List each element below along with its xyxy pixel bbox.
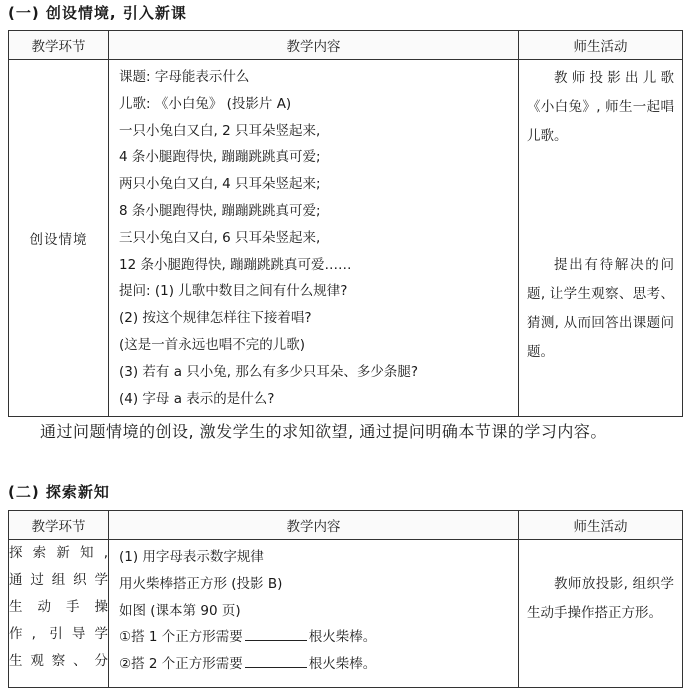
fill-in-line (119, 651, 514, 678)
activity-text: 教师放投影, 组织学生动手操作搭正方形。 (527, 576, 674, 621)
activity-cell (519, 540, 683, 688)
table-row (9, 540, 683, 688)
header-content: 教学内容 (109, 31, 519, 60)
content-line: (3) 若有 a 只小兔, 那么有多少只耳朵、多少条腿? (119, 363, 419, 380)
answer-blank[interactable] (245, 653, 307, 668)
content-line: 8 条小腿跑得快, 蹦蹦跳跳真可爱; (119, 202, 321, 219)
content-line: (这是一首永远也唱不完的儿歌) (119, 336, 306, 353)
content-line: 4 条小腿跑得快, 蹦蹦跳跳真可爱; (119, 149, 321, 166)
stage-line: 通过组织学 (9, 572, 108, 588)
fill-text: ②搭 2 个正方形需要 (119, 656, 243, 673)
header-stage: 教学环节 (9, 511, 109, 540)
content-line: (4) 字母 a 表示的是什么? (119, 390, 275, 407)
content-line: 儿歌: 《小白兔》 (投影片 A) (119, 95, 292, 112)
content-line: 如图 (课本第 90 页) (119, 602, 241, 619)
stage-line: 作, 引导学 (9, 626, 108, 642)
header-content: 教学内容 (109, 511, 519, 540)
stage-cell: 创设情境 (9, 60, 109, 417)
content-cell (109, 60, 519, 417)
content-line: 提问: (1) 儿歌中数目之间有什么规律? (119, 283, 348, 300)
content-line: 用火柴棒搭正方形 (投影 B) (119, 575, 283, 592)
section-2-title: (二) 探索新知 (8, 483, 110, 501)
header-activity: 师生活动 (519, 31, 683, 60)
summary-paragraph: 通过问题情境的创设, 激发学生的求知欲望, 通过提问明确本节课的学习内容。 (40, 422, 607, 441)
header-stage: 教学环节 (9, 31, 109, 60)
content-line: 课题: 字母能表示什么 (119, 69, 250, 85)
stage-line: 探索新知, (9, 545, 108, 561)
stage-cell (9, 540, 109, 688)
activity-cell (519, 60, 683, 417)
stage-line: 生观察、分 (9, 653, 108, 669)
content-line: 12 条小腿跑得快, 蹦蹦跳跳真可爱…… (119, 256, 352, 273)
lesson-table-1 (8, 30, 683, 417)
content-line: (2) 按这个规律怎样往下接着唱? (119, 310, 312, 327)
content-line: 一只小兔白又白, 2 只耳朵竖起来, (119, 122, 321, 139)
table-header-row (9, 511, 683, 540)
fill-text: 根火柴棒。 (308, 656, 377, 673)
lesson-table-2 (8, 510, 683, 688)
fill-text: ①搭 1 个正方形需要 (119, 629, 243, 646)
content-line: 两只小兔白又白, 4 只耳朵竖起来; (119, 176, 321, 193)
answer-blank[interactable] (245, 626, 307, 641)
activity-text: 提出有待解决的问题, 让学生观察、思考、猜测, 从而回答出课题问题。 (527, 257, 674, 360)
table-header-row (9, 31, 683, 60)
fill-text: 根火柴棒。 (308, 629, 377, 646)
activity-text: 教师投影出儿歌《小白兔》, 师生一起唱儿歌。 (527, 70, 674, 144)
header-activity: 师生活动 (519, 511, 683, 540)
table-row (9, 60, 683, 417)
content-cell (109, 540, 519, 688)
fill-in-line (119, 624, 514, 651)
content-line: 三只小兔白又白, 6 只耳朵竖起来, (119, 229, 321, 246)
section-1-title: (一) 创设情境, 引入新课 (8, 4, 187, 22)
content-line: (1) 用字母表示数字规律 (119, 549, 264, 565)
stage-line: 生动手操 (9, 599, 108, 615)
